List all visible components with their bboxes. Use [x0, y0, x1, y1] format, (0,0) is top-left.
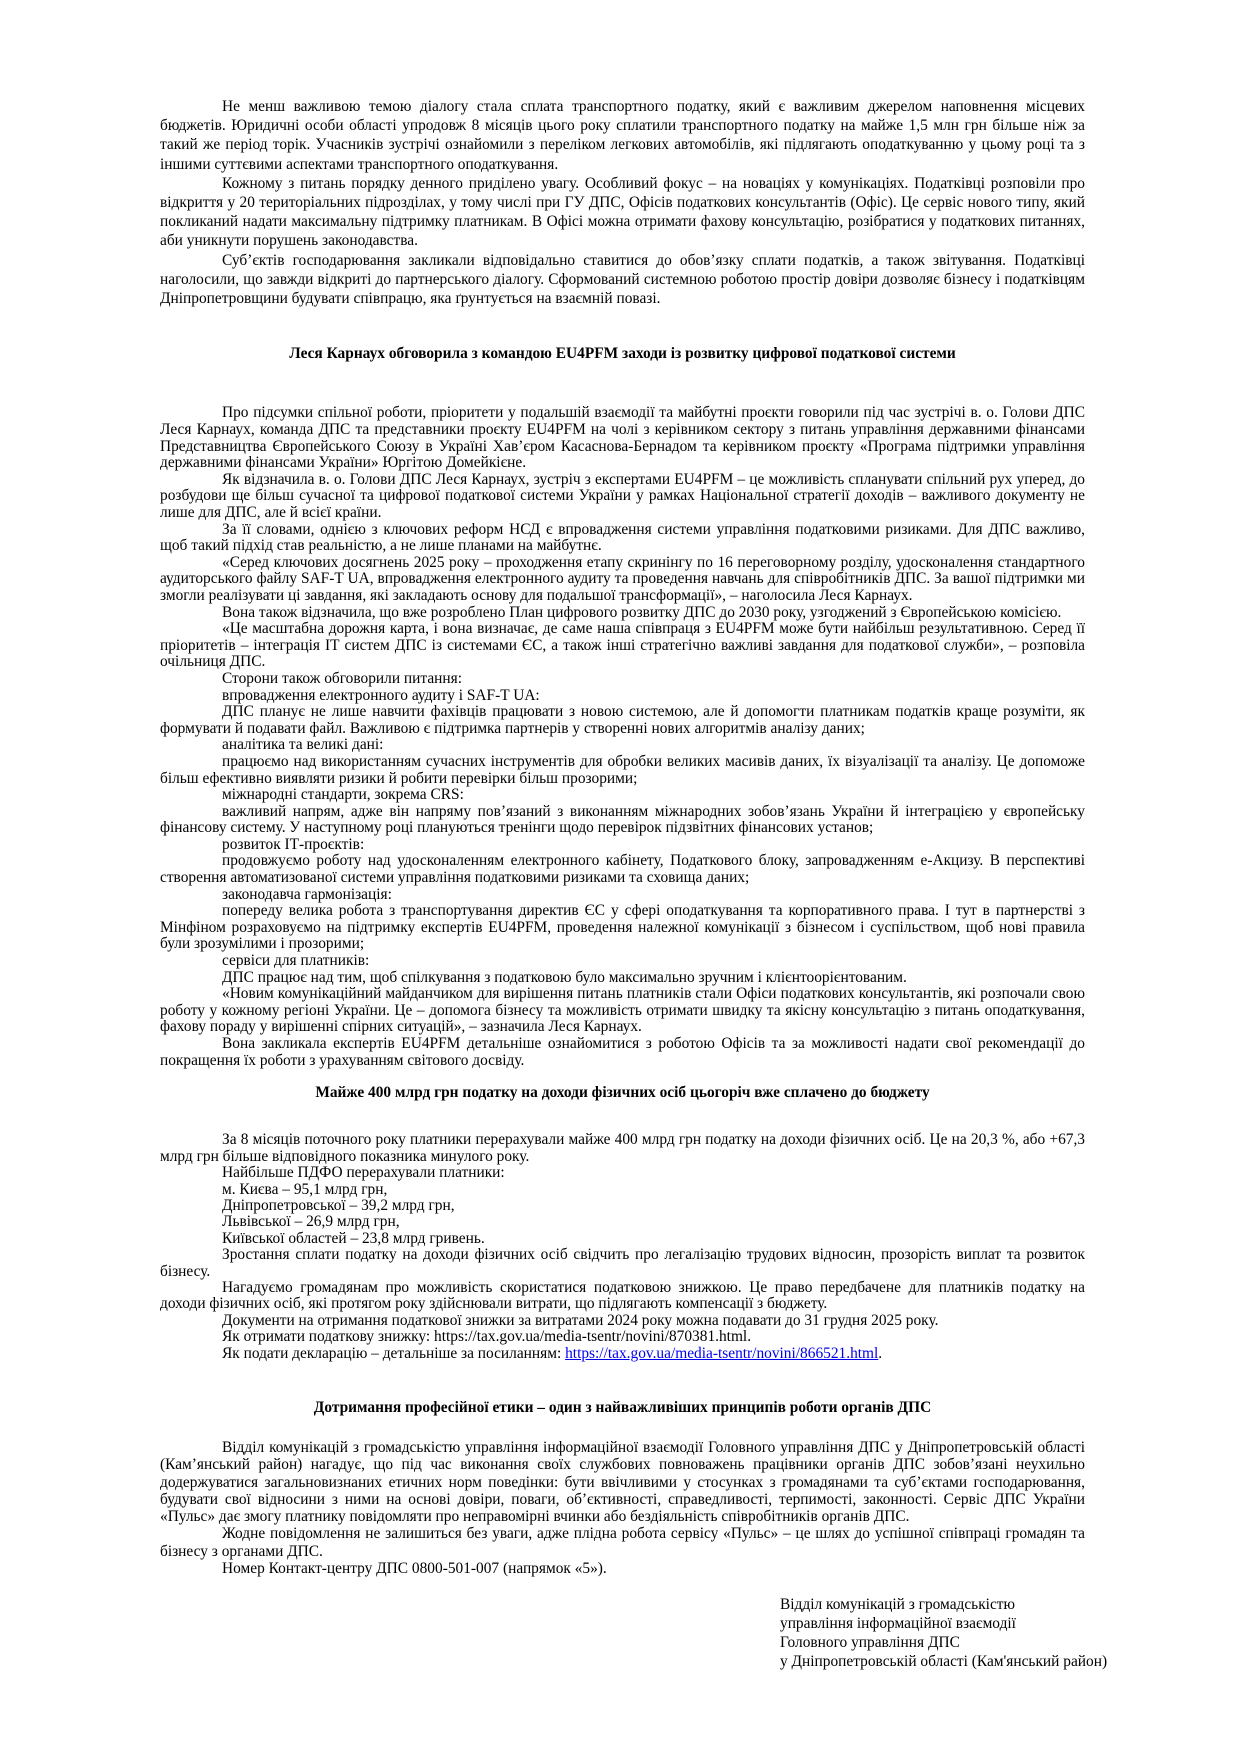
- paragraph: Жодне повідомлення не залишиться без уваги, адже плідна робота сервісу «Пульс» – це шлях до успішної співпраці громадян та бізнесу з органами ДПС.: [160, 1525, 1085, 1560]
- paragraph: аналітика та великі дані:: [222, 736, 384, 754]
- article-title-pdfo: Майже 400 млрд грн податку на доходи фізичних осіб цьогоріч вже сплачено до бюджету: [315, 1084, 930, 1102]
- paragraph: Вона також відзначила, що вже розроблено План цифрового розвитку ДПС до 2030 року, узгоджений з Європейською комісією.: [222, 603, 1062, 621]
- signature-line: Відділ комунікацій з громадськістю: [780, 1595, 1016, 1613]
- paragraph: Документи на отримання податкової знижки за витратами 2024 року можна подавати до 31 грудня 2025 року.: [222, 1311, 939, 1329]
- list-line-dnipro: Дніпропетровської – 39,2 млрд грн,: [222, 1197, 455, 1215]
- signature-line: Головного управління ДПС: [780, 1633, 960, 1651]
- eu4pfm-section: [160, 405, 1085, 1069]
- paragraph: важливий напрям, адже він напряму пов’язаний з виконанням міжнародних зобов’язань України й інтеграцією у європейську фінансову систему. У наступному році плануються тренінги щодо перевірок підзвітних фінансових установ;: [160, 802, 1085, 837]
- paragraph: Сторони також обговорили питання:: [222, 669, 462, 687]
- paragraph: міжнародні стандарти, зокрема CRS:: [222, 786, 464, 804]
- paragraph: працюємо над використанням сучасних інструментів для обробки великих масивів даних, їх візуалізації та аналізу. Це допоможе більш ефективно виявляти ризики й робити перевірки більш прозорими;: [160, 752, 1085, 787]
- signature-line: управління інформаційної взаємодії: [780, 1614, 1016, 1632]
- link-suffix-text: .: [878, 1344, 883, 1362]
- link-prefix-text: Як подати декларацію – детальніше за посиланням:: [222, 1344, 566, 1362]
- paragraph: законодавча гармонізація:: [222, 885, 392, 903]
- paragraph: Про підсумки спільної роботи, пріоритети у подальшій взаємодії та майбутні проєкти говорили під час зустрічі в. о. Голови ДПС Леся Карнаух, команда ДПС та представники проєкту EU4PFM на чолі з керівником сектору з питань управління державними фінансами Представництва Європейського Союзу в Україні Хав’єром Касаснова-Бернадом та керівником проєкту «Програма підтримки управління державними фінансами України» Юргітою Домейкієне.: [160, 404, 1085, 472]
- paragraph: ДПС працює над тим, щоб спілкування з податковою було максимально зручним і клієнтоорієнтованим.: [222, 968, 907, 986]
- article-title-eu4pfm: Леся Карнаух обговорила з командою EU4PFM заходи із розвитку цифрової податкової системи: [289, 345, 956, 363]
- paragraph: сервіси для платників:: [222, 952, 370, 970]
- signature-line: у Дніпропетровській області (Кам'янський район): [780, 1652, 1108, 1670]
- paragraph: впровадження електронного аудиту і SAF-T UA:: [222, 686, 540, 704]
- intro-section: [160, 97, 1085, 308]
- paragraph: розвиток ІТ-проєктів:: [222, 835, 365, 853]
- paragraph: Вона закликала експертів EU4PFM детальніше ознайомитися з роботою Офісів та за можливості надати свої рекомендації до покращення їх роботи з урахуванням світового досвіду.: [160, 1035, 1085, 1069]
- paragraph: Як відзначила в. о. Голови ДПС Леся Карнаух, зустріч з експертами EU4PFM – це можливість спланувати спільний рух уперед, до розбудови ще більш сучасної та цифрової податкової системи України у рамках Національної стратегії доходів – важливого документу не лише для ДПС, але й всієї країни.: [160, 470, 1085, 521]
- paragraph: Відділ комунікацій з громадськістю управління інформаційної взаємодії Головного управління ДПС у Дніпропетровській області (Кам’янський район) нагадує, що під час виконання своїх службових повноважень працівники органів ДПС зобов’язані неухильно додержуватися загальновизнаних етичних норм поведінки: бути ввічливими у стосунках з громадянами та суб’єктами господарювання, будувати свої відносини з ними на основі довіри, поваги, об’єктивності, справедливості, терпимості, законності. Сервіс ДПС України «Пульс» дає змогу платнику повідомляти про неправомірні вчинки або бездіяльність співробітників органів ДПС.: [160, 1439, 1085, 1526]
- list-line-lviv: Львівської – 26,9 млрд грн,: [222, 1213, 400, 1231]
- pdfo-section: [160, 1132, 1085, 1362]
- paragraph: Не менш важливою темою діалогу стала сплата транспортного податку, який є важливим джерелом наповнення місцевих бюджетів. Юридичні особи області упродовж 8 місяців цього року сплатили транспортного податку на майже 1,5 млн грн більше ніж за такий же період торік. Учасників зустрічі ознайомили з переліком легкових автомобілів, які підлягають оподаткуванню у цьому році та з іншими суттєвими аспектами транспортного оподаткування.: [160, 98, 1085, 173]
- paragraph-tax-discount-url: Як отримати податкову знижку: https://tax.gov.ua/media-tsentr/novini/870381.html.: [222, 1328, 752, 1346]
- paragraph-with-link: [160, 1346, 1085, 1362]
- list-line-kyiv-region: Київської областей – 23,8 млрд гривень.: [222, 1229, 485, 1247]
- list-line-kyiv-city: м. Києва – 95,1 млрд грн,: [222, 1180, 388, 1198]
- article-title-ethics: Дотримання професійної етики – один з найважливіших принципів роботи органів ДПС: [313, 1399, 932, 1417]
- paragraph: Зростання сплати податку на доходи фізичних осіб свідчить про легалізацію трудових відносин, прозорість виплат та розвиток бізнесу.: [160, 1246, 1085, 1280]
- paragraph: «Серед ключових досягнень 2025 року – проходження етапу скринінгу по 16 переговорному розділу, удосконалення стандартного аудиторського файлу SAF-T UA, впровадження електронного аудиту та проведення навчань для співробітників ДПС. За вашої підтримки ми змогли реалізувати ці завдання, які закладають основу для подальшої трансформації», – наголосила Леся Карнаух.: [160, 553, 1085, 604]
- contact-center-line: Номер Контакт-центру ДПС 0800-501-007 (напрямок «5»).: [222, 1559, 607, 1577]
- paragraph: продовжуємо роботу над удосконаленням електронного кабінету, Податкового блоку, запровадженням е-Акцизу. В перспективі створення автоматизованої системи управління податковими ризиками та сховища даних;: [160, 852, 1085, 887]
- paragraph: Кожному з питань порядку денного приділено увагу. Особливий фокус – на новаціях у комунікаціях. Податківці розповіли про відкриття у 20 територіальних підрозділах, у тому числі при ГУ ДПС, Офісів податкових консультантів (Офіс). Це сервіс нового типу, який покликаний надати максимальну підтримку платникам. В Офісі можна отримати фахову консультацію, розібратися у податкових питаннях, аби уникнути порушень законодавства.: [160, 174, 1085, 250]
- paragraph: За її словами, однією з ключових реформ НСД є впровадження системи управління податковими ризиками. Для ДПС важливо, щоб такий підхід став реальністю, а не лише планами на майбутнє.: [160, 520, 1085, 555]
- paragraph: ДПС планує не лише навчити фахівців працювати з новою системою, але й допомогти платникам податків краще розуміти, як формувати й подавати файл. Важливою є підтримка партнерів у створенні нових алгоритмів аналізу даних;: [160, 703, 1085, 737]
- paragraph: Суб’єктів господарювання закликали відповідально ставитися до обов’язку сплати податків, а також звітування. Податківці наголосили, що завжди відкриті до партнерського діалогу. Сформований системною роботою простір довіри дозволяє бізнесу і податківцям Дніпропетровщини будувати співпрацю, яка ґрунтується на взаємній повазі.: [160, 251, 1085, 308]
- paragraph: «Новим комунікаційний майданчиком для вирішення питань платників стали Офіси податкових консультантів, які розпочали свою роботу у кожному регіоні України. Це – допомога бізнесу та можливість отримати швидку та якісну консультацію з питань оподаткування, фахову пораду у вирішенні спірних ситуацій», – зазначила Леся Карнаух.: [160, 985, 1085, 1036]
- paragraph: попереду велика робота з транспортування директив ЄС у сфері оподаткування та корпоративного права. І тут в партнерстві з Мінфіном розраховуємо на підтримку експертів EU4PFM, проведення належної комунікації з бізнесом і суспільством, щоб нові правила були зрозумілими і прозорими;: [160, 902, 1085, 953]
- signature-block: [780, 1595, 1108, 1671]
- ethics-section: [160, 1439, 1085, 1577]
- declaration-news-link[interactable]: https://tax.gov.ua/media-tsentr/novini/866521.html: [565, 1344, 879, 1362]
- paragraph: За 8 місяців поточного року платники перерахували майже 400 млрд грн податку на доходи фізичних осіб. Це на 20,3 %, або +67,3 млрд грн більше відповідного показника минулого року.: [160, 1131, 1085, 1165]
- paragraph: Найбільше ПДФО перерахували платники:: [222, 1164, 505, 1182]
- paragraph: Нагадуємо громадянам про можливість скористатися податковою знижкою. Це право передбачене для платників податку на доходи фізичних осіб, які протягом року здійснювали витрати, що підлягають компенсації з бюджету.: [160, 1279, 1085, 1313]
- paragraph: «Це масштабна дорожня карта, і вона визначає, де саме наша співпраця з EU4PFM може бути найбільш результативною. Серед її пріоритетів – інтеграція ІТ систем ДПС із системами ЄС, а також інші стратегічно важливі завдання для податкової служби», – розповіла очільниця ДПС.: [160, 620, 1085, 671]
